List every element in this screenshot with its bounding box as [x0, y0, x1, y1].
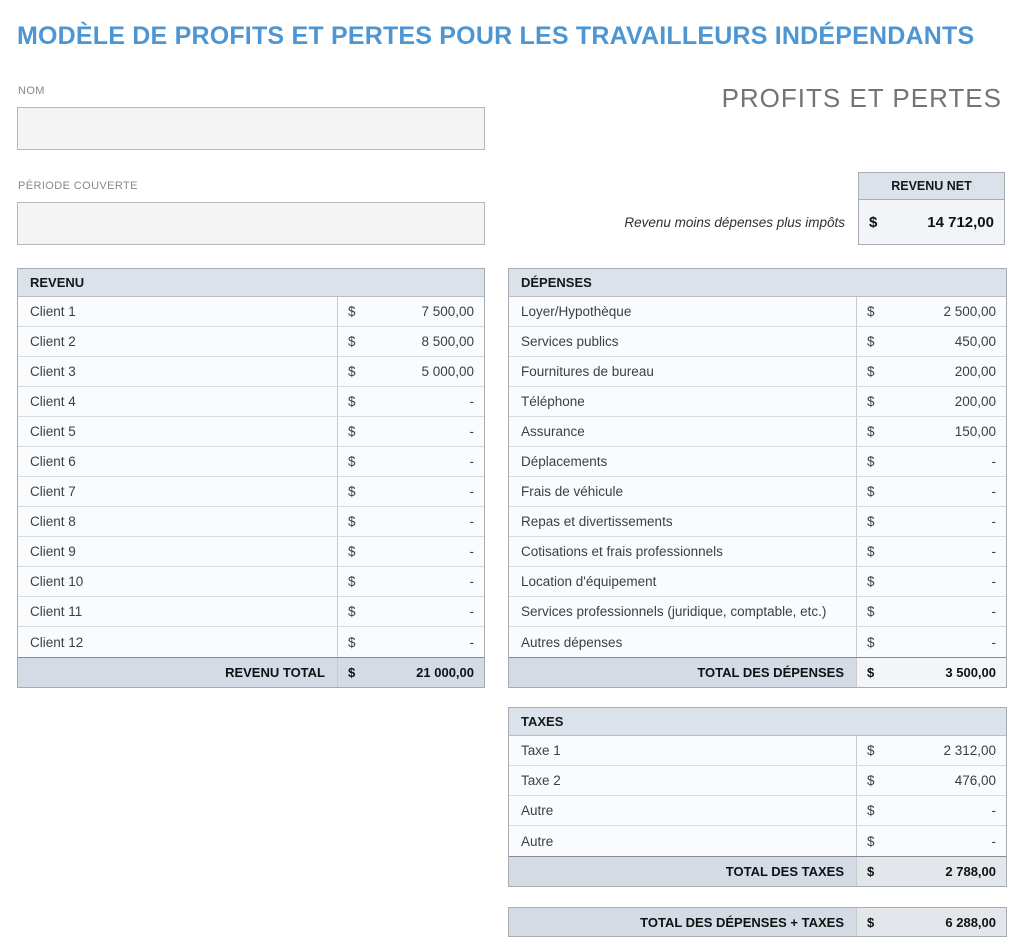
currency-symbol: $	[348, 424, 356, 439]
row-value-cell[interactable]	[856, 357, 1006, 386]
amount: -	[991, 604, 996, 619]
amount: 200,00	[954, 394, 996, 409]
currency-symbol: $	[348, 604, 356, 619]
depenses-total-row	[509, 657, 1006, 687]
currency-symbol: $	[348, 304, 356, 319]
row-label-cell[interactable]: Client 8	[30, 514, 76, 529]
currency-symbol: $	[867, 574, 875, 589]
taxes-total-value-cell	[856, 857, 1006, 886]
revenu-total-value-cell	[337, 658, 484, 687]
amount: 21 000,00	[416, 665, 474, 680]
amount: 6 288,00	[945, 914, 996, 930]
revenu-net-value-cell	[859, 200, 1004, 244]
amount: -	[469, 634, 474, 650]
row-value-cell[interactable]	[337, 417, 484, 446]
grand-total-value-cell	[856, 908, 1006, 936]
row-value-cell[interactable]	[856, 627, 1006, 657]
currency-symbol: $	[348, 665, 356, 680]
row-label-cell[interactable]: Loyer/Hypothèque	[521, 304, 632, 319]
currency-symbol: $	[348, 634, 356, 650]
row-label-cell[interactable]: Assurance	[521, 424, 585, 439]
table-row	[509, 796, 1006, 826]
table-row	[18, 297, 484, 327]
row-label-cell[interactable]: Autre	[521, 803, 554, 818]
row-value-cell[interactable]	[856, 447, 1006, 476]
table-row	[509, 826, 1006, 856]
currency-symbol: $	[867, 424, 875, 439]
amount: -	[469, 604, 474, 619]
row-label-cell[interactable]: Client 6	[30, 454, 76, 469]
revenu-net-header: REVENU NET	[859, 173, 1004, 200]
row-label-cell[interactable]: Déplacements	[521, 454, 608, 469]
currency-symbol: $	[867, 743, 875, 758]
revenu-table	[17, 268, 485, 688]
revenu-net-amount: 14 712,00	[927, 213, 994, 231]
row-label-cell[interactable]: Client 1	[30, 304, 76, 319]
currency-symbol: $	[348, 364, 356, 379]
currency-symbol: $	[867, 773, 875, 788]
amount: -	[991, 514, 996, 529]
currency-symbol: $	[867, 604, 875, 619]
row-label-cell[interactable]: Services publics	[521, 334, 619, 349]
amount: -	[469, 454, 474, 469]
currency-symbol: $	[348, 484, 356, 499]
table-row	[18, 447, 484, 477]
revenu-net-box	[858, 172, 1005, 245]
row-label-cell[interactable]: Cotisations et frais professionnels	[521, 544, 723, 559]
amount: 2 788,00	[945, 864, 996, 879]
amount: -	[991, 454, 996, 469]
table-row	[18, 537, 484, 567]
revenu-total-label: REVENU TOTAL	[225, 665, 325, 680]
row-value-cell[interactable]	[337, 597, 484, 626]
grand-total-label: TOTAL DES DÉPENSES + TAXES	[640, 914, 844, 930]
row-value-cell[interactable]	[856, 327, 1006, 356]
table-row	[18, 627, 484, 657]
amount: -	[469, 574, 474, 589]
nom-input[interactable]	[17, 107, 485, 150]
table-row	[18, 387, 484, 417]
table-row	[18, 327, 484, 357]
row-label-cell[interactable]: Location d'équipement	[521, 574, 657, 589]
depenses-total-label: TOTAL DES DÉPENSES	[697, 665, 844, 680]
currency-symbol: $	[348, 334, 356, 349]
amount: 8 500,00	[421, 334, 474, 349]
table-row	[509, 736, 1006, 766]
row-value-cell[interactable]	[856, 477, 1006, 506]
row-value-cell[interactable]	[337, 327, 484, 356]
table-row	[18, 507, 484, 537]
currency-symbol: $	[867, 394, 875, 409]
table-row	[509, 387, 1006, 417]
currency-symbol: $	[867, 864, 875, 879]
currency-symbol: $	[867, 803, 875, 818]
table-row	[509, 627, 1006, 657]
currency-symbol: $	[867, 544, 875, 559]
row-label-cell[interactable]: Client 4	[30, 394, 76, 409]
table-row	[509, 447, 1006, 477]
amount: -	[991, 574, 996, 589]
row-label-cell[interactable]: Client 9	[30, 544, 76, 559]
row-value-cell[interactable]	[337, 567, 484, 596]
row-label-cell[interactable]: Autre	[521, 833, 554, 849]
currency-symbol: $	[867, 304, 875, 319]
row-label-cell[interactable]: Frais de véhicule	[521, 484, 624, 499]
depenses-table	[508, 268, 1007, 688]
table-row	[509, 297, 1006, 327]
table-row	[509, 507, 1006, 537]
row-value-cell[interactable]	[856, 597, 1006, 626]
table-row	[509, 477, 1006, 507]
table-row	[18, 357, 484, 387]
row-value-cell[interactable]	[337, 507, 484, 536]
currency-symbol: $	[867, 665, 875, 680]
table-row	[509, 537, 1006, 567]
row-label-cell[interactable]: Client 10	[30, 574, 84, 589]
taxes-total-label: TOTAL DES TAXES	[725, 864, 844, 879]
row-value-cell[interactable]	[337, 387, 484, 416]
currency-symbol: $	[348, 394, 356, 409]
row-label-cell[interactable]: Autres dépenses	[521, 634, 623, 650]
report-subtitle: PROFITS ET PERTES	[721, 83, 1002, 113]
amount: 150,00	[954, 424, 996, 439]
amount: 2 500,00	[943, 304, 996, 319]
currency-symbol: $	[867, 634, 875, 650]
row-value-cell[interactable]	[337, 627, 484, 657]
revenu-total-row	[18, 657, 484, 687]
currency-symbol: $	[867, 484, 875, 499]
row-label-cell[interactable]: Repas et divertissements	[521, 514, 673, 529]
row-value-cell[interactable]	[337, 357, 484, 386]
row-label-cell[interactable]: Services professionnels (juridique, comptable, etc.)	[521, 604, 827, 619]
amount: 450,00	[954, 334, 996, 349]
amount: 200,00	[954, 364, 996, 379]
amount: -	[991, 484, 996, 499]
table-row	[509, 417, 1006, 447]
currency-symbol: $	[867, 334, 875, 349]
amount: -	[991, 833, 996, 849]
currency-symbol: $	[867, 364, 875, 379]
row-value-cell[interactable]	[856, 507, 1006, 536]
amount: 2 312,00	[943, 743, 996, 758]
row-value-cell[interactable]	[856, 417, 1006, 446]
table-row	[509, 597, 1006, 627]
periode-couverte-input[interactable]	[17, 202, 485, 245]
row-value-cell[interactable]	[856, 796, 1006, 825]
row-value-cell[interactable]	[337, 537, 484, 566]
row-value-cell[interactable]	[856, 567, 1006, 596]
table-row	[509, 567, 1006, 597]
amount: 476,00	[954, 773, 996, 788]
row-label-cell[interactable]: Téléphone	[521, 394, 585, 409]
row-label-cell[interactable]: Client 12	[30, 634, 84, 650]
revenu-table-rows	[18, 297, 484, 657]
amount: -	[991, 544, 996, 559]
row-label-cell[interactable]: Fournitures de bureau	[521, 364, 654, 379]
currency-symbol: $	[348, 544, 356, 559]
amount: -	[469, 514, 474, 529]
periode-couverte-label: PÉRIODE COUVERTE	[18, 180, 138, 192]
currency-symbol: $	[348, 454, 356, 469]
row-label-cell[interactable]: Taxe 1	[521, 743, 561, 758]
row-label-cell[interactable]: Client 11	[30, 604, 83, 619]
amount: 3 500,00	[945, 665, 996, 680]
row-value-cell[interactable]	[856, 537, 1006, 566]
row-value-cell[interactable]	[337, 477, 484, 506]
row-label-cell[interactable]: Client 7	[30, 484, 76, 499]
row-value-cell[interactable]	[856, 387, 1006, 416]
taxes-total-row	[509, 856, 1006, 886]
amount: -	[469, 544, 474, 559]
revenu-net-note: Revenu moins dépenses plus impôts	[624, 215, 845, 230]
currency-symbol: $	[867, 833, 875, 849]
table-row	[18, 417, 484, 447]
row-value-cell[interactable]	[856, 826, 1006, 856]
currency-symbol: $	[348, 574, 356, 589]
amount: -	[469, 484, 474, 499]
amount: -	[469, 424, 474, 439]
currency-symbol: $	[867, 514, 875, 529]
row-value-cell[interactable]	[337, 297, 484, 326]
amount: 7 500,00	[421, 304, 474, 319]
currency-symbol: $	[867, 914, 875, 930]
row-value-cell[interactable]	[337, 447, 484, 476]
revenu-table-header: REVENU	[18, 269, 484, 297]
row-label-cell[interactable]: Client 3	[30, 364, 76, 379]
currency-symbol: $	[869, 213, 878, 231]
row-value-cell[interactable]	[856, 766, 1006, 795]
taxes-table-header: TAXES	[509, 708, 1006, 736]
page-title: MODÈLE DE PROFITS ET PERTES POUR LES TRAVAILLEURS INDÉPENDANTS	[17, 22, 975, 50]
taxes-table-rows	[509, 736, 1006, 856]
row-value-cell[interactable]	[856, 736, 1006, 765]
grand-total-row	[508, 907, 1007, 937]
table-row	[18, 567, 484, 597]
table-row	[509, 766, 1006, 796]
amount: -	[991, 803, 996, 818]
depenses-total-value-cell	[856, 658, 1006, 687]
amount: 5 000,00	[421, 364, 474, 379]
depenses-table-rows	[509, 297, 1006, 657]
amount: -	[991, 634, 996, 650]
nom-label: NOM	[18, 85, 45, 97]
row-label-cell[interactable]: Client 5	[30, 424, 76, 439]
currency-symbol: $	[867, 454, 875, 469]
row-value-cell[interactable]	[856, 297, 1006, 326]
taxes-table	[508, 707, 1007, 887]
table-row	[18, 597, 484, 627]
table-row	[509, 327, 1006, 357]
amount: -	[469, 394, 474, 409]
table-row	[18, 477, 484, 507]
row-label-cell[interactable]: Taxe 2	[521, 773, 561, 788]
depenses-table-header: DÉPENSES	[509, 269, 1006, 297]
table-row	[509, 357, 1006, 387]
currency-symbol: $	[348, 514, 356, 529]
row-label-cell[interactable]: Client 2	[30, 334, 76, 349]
